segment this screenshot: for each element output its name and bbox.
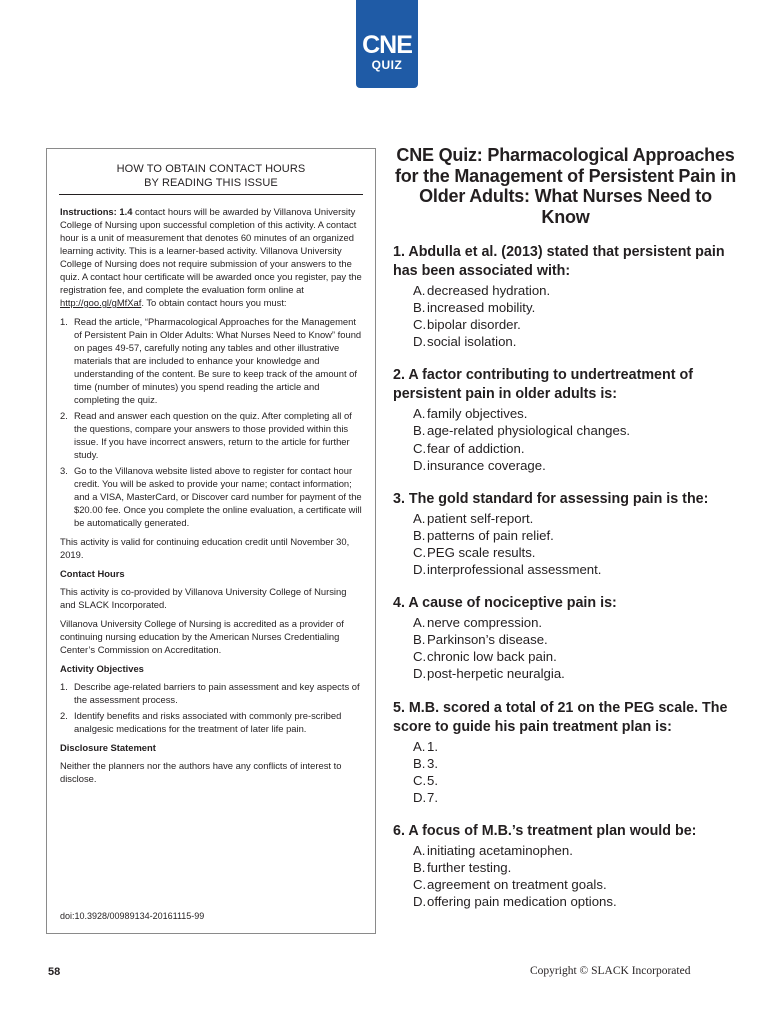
objective-item [60, 680, 362, 706]
option-letter: B. [413, 755, 426, 771]
option-text: further testing. [427, 859, 512, 875]
question-text: 6. A focus of M.B.’s treatment plan would be: [393, 822, 697, 839]
option-text: social isolation. [427, 334, 517, 350]
option-text: nerve compression. [427, 615, 543, 631]
step-number: 1. [60, 316, 68, 327]
option-letter: D. [413, 789, 427, 805]
instructions-paragraph [60, 205, 362, 309]
quiz-column [393, 145, 738, 910]
option-letter: C. [413, 544, 427, 560]
option-text: interprofessional assessment. [427, 562, 602, 578]
answer-option [413, 299, 738, 316]
quiz-question [393, 490, 738, 578]
answer-option [413, 614, 738, 631]
option-text: family objectives. [427, 406, 528, 422]
option-text: PEG scale results. [427, 544, 536, 560]
quiz-question [393, 822, 738, 910]
answer-option [413, 510, 738, 527]
option-text: offering pain medication options. [427, 894, 617, 910]
option-letter: C. [413, 317, 427, 333]
objective-number: 2. [60, 710, 68, 721]
answer-option [413, 789, 738, 806]
option-text: 1. [427, 738, 438, 754]
option-text: fear of addiction. [427, 440, 525, 456]
info-box-body [47, 195, 375, 785]
answer-option [413, 893, 738, 910]
quiz-question [393, 366, 738, 473]
contact-hours-paragraph-2: Villanova University College of Nursing is accredited as a provider of continuing nursing education by the American Nurses Credentialing Center’s Commission on Accreditation. [60, 618, 344, 655]
option-text: 5. [427, 772, 438, 788]
instructions-text: contact hours will be awarded by Villanova University College of Nursing upon successful completion of this activity. A contact hour is a unit of measurement that denotes 60 minutes of an organized learning activity. This is a learner-based activity. Villanova University College of Nursing does not require submission of your answers to the quiz. A contact hour certificate will be awarded once you register, pay the registration fee, and complete the evaluation form online at [60, 206, 362, 295]
answer-option [413, 316, 738, 333]
option-text: patient self-report. [427, 510, 534, 526]
option-letter: B. [413, 423, 426, 439]
contact-hours-heading: Contact Hours [60, 568, 125, 579]
option-letter: A. [413, 510, 426, 526]
validity-statement: This activity is valid for continuing education credit until November 30, 2019. [60, 536, 350, 560]
instructions-tail: . To obtain contact hours you must: [141, 297, 287, 308]
option-letter: B. [413, 859, 426, 875]
disclosure-heading: Disclosure Statement [60, 742, 156, 753]
quiz-question [393, 594, 738, 682]
answer-option [413, 772, 738, 789]
question-text: 4. A cause of nociceptive pain is: [393, 595, 617, 612]
answer-option [413, 876, 738, 893]
answer-option [413, 842, 738, 859]
answer-option [413, 457, 738, 474]
objective-text: Describe age-related barriers to pain assessment and key aspects of the assessment process. [74, 681, 360, 705]
option-text: Parkinson’s disease. [427, 632, 548, 648]
instructions-label: Instructions: 1.4 [60, 206, 133, 217]
step-text: Read and answer each question on the quiz. After completing all of the questions, compare your answers to those provided within this issue. If you have incorrect answers, return to the article for further study. [74, 410, 352, 460]
answer-option [413, 648, 738, 665]
instructions-steps-list [60, 315, 362, 529]
option-letter: A. [413, 738, 426, 754]
answer-options [393, 405, 738, 473]
step-text: Go to the Villanova website listed above to register for contact hour credit. You will be asked to provide your name; contact information; and a VISA, MasterCard, or Discover card number for payment of the $20.00 fee. Once you complete the online evaluation, a certificate will be automatically generated. [74, 465, 362, 528]
info-box-heading-line-2: BY READING THIS ISSUE [144, 177, 278, 189]
step-number: 3. [60, 465, 68, 476]
option-text: increased mobility. [427, 300, 536, 316]
answer-options [393, 282, 738, 350]
option-letter: B. [413, 632, 426, 648]
quiz-question [393, 243, 738, 350]
option-text: chronic low back pain. [427, 649, 557, 665]
option-letter: C. [413, 877, 427, 893]
answer-option [413, 422, 738, 439]
option-text: insurance coverage. [427, 457, 546, 473]
option-text: age-related physiological changes. [427, 423, 631, 439]
disclosure-text: Neither the planners nor the authors have any conflicts of interest to disclose. [60, 760, 342, 784]
option-text: bipolar disorder. [427, 317, 521, 333]
question-text: 3. The gold standard for assessing pain is the: [393, 490, 709, 507]
contact-hours-info-box [46, 148, 376, 934]
answer-options [393, 510, 738, 578]
info-box-heading [67, 162, 355, 190]
option-letter: D. [413, 334, 427, 350]
contact-hours-paragraph-1: This activity is co-provided by Villanova University College of Nursing and SLACK Incorporated. [60, 586, 347, 610]
question-text: 2. A factor contributing to undertreatment of persistent pain in older adults is: [393, 367, 693, 403]
badge-cne-text: CNE [362, 31, 412, 59]
instruction-step [60, 464, 362, 529]
option-text: post-herpetic neuralgia. [427, 666, 565, 682]
option-text: initiating acetaminophen. [427, 842, 573, 858]
option-text: 3. [427, 755, 438, 771]
doi-text: doi:10.3928/00989134-20161115-99 [60, 911, 205, 921]
answer-option [413, 440, 738, 457]
answer-option [413, 405, 738, 422]
question-text: 1. Abdulla et al. (2013) stated that persistent pain has been associated with: [393, 244, 725, 279]
option-text: agreement on treatment goals. [427, 877, 607, 893]
option-text: 7. [427, 789, 438, 805]
option-text: patterns of pain relief. [427, 527, 554, 543]
option-letter: D. [413, 894, 427, 910]
option-letter: B. [413, 527, 426, 543]
answer-option [413, 631, 738, 648]
answer-options [393, 738, 738, 806]
option-text: decreased hydration. [427, 283, 551, 298]
instruction-step [60, 409, 362, 461]
objective-text: Identify benefits and risks associated with commonly pre-scribed analgesic medications for the treatment of later life pain. [74, 710, 342, 734]
question-text: 5. M.B. scored a total of 21 on the PEG scale. The score to guide his pain treatment plan is: [393, 699, 728, 735]
option-letter: B. [413, 300, 426, 316]
option-letter: A. [413, 842, 426, 858]
option-letter: C. [413, 649, 427, 665]
objective-item [60, 709, 362, 735]
answer-option [413, 544, 738, 561]
option-letter: D. [413, 562, 427, 578]
answer-option [413, 755, 738, 772]
quiz-title: CNE Quiz: Pharmacological Approaches for the Management of Persistent Pain in Older Adults: What Nurses Need to Know [394, 145, 737, 227]
option-letter: C. [413, 440, 427, 456]
quiz-question [393, 699, 738, 806]
option-letter: A. [413, 283, 426, 298]
answer-option [413, 561, 738, 578]
option-letter: C. [413, 772, 427, 788]
answer-options [393, 614, 738, 682]
copyright-notice: Copyright © SLACK Incorporated [530, 965, 691, 977]
option-letter: D. [413, 457, 427, 473]
activity-objectives-heading: Activity Objectives [60, 663, 144, 674]
step-text: Read the article, “Pharmacological Approaches for the Management of Persistent Pain in Older Adults: What Nurses Need to Know” found on pages 49-57, carefully noting any tables and other illustrative materials that are included to enhance your knowledge and understanding of the content. Be sure to keep track of the amount of time (number of minutes) you spend reading the article and completing the quiz. [74, 316, 362, 405]
answer-option [413, 282, 738, 299]
info-box-heading-line-1: HOW TO OBTAIN CONTACT HOURS [116, 163, 306, 175]
option-letter: A. [413, 615, 426, 631]
badge-quiz-text: QUIZ [371, 58, 403, 72]
cne-quiz-badge [356, 0, 418, 88]
instruction-step [60, 315, 362, 406]
step-number: 2. [60, 410, 68, 421]
option-letter: A. [413, 406, 426, 422]
answer-option [413, 665, 738, 682]
option-letter: D. [413, 666, 427, 682]
registration-link[interactable]: http://goo.gl/gMfXaf [60, 297, 142, 308]
answer-option [413, 859, 738, 876]
answer-option [413, 738, 738, 755]
activity-objectives-list [60, 680, 362, 735]
answer-option [413, 527, 738, 544]
page-number: 58 [48, 966, 61, 978]
answer-options [393, 842, 738, 910]
answer-option [413, 333, 738, 350]
objective-number: 1. [60, 681, 68, 692]
